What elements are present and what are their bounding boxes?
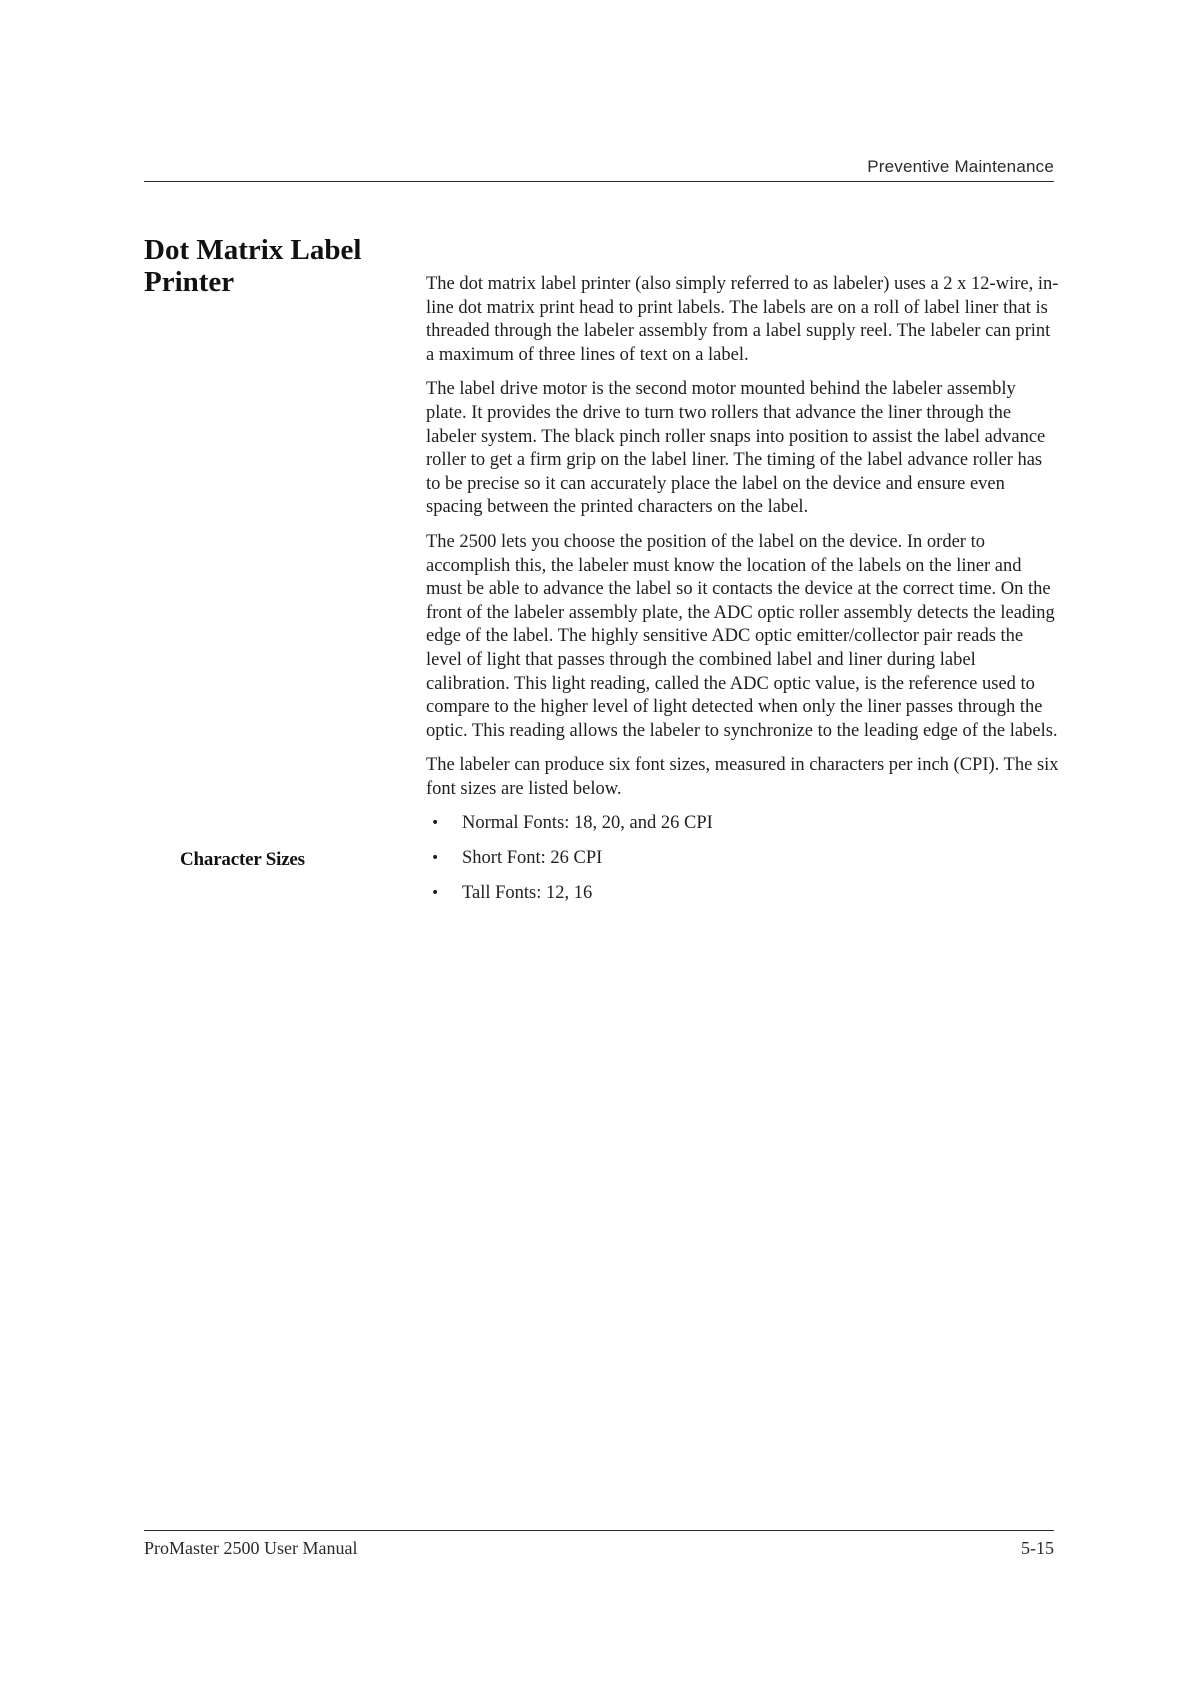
paragraph: The 2500 lets you choose the position of the label on the device. In order to accomplish this, the labeler must know the location of the labels on the liner and must be able to advance the label so it contacts the device at the correct time. On the front of the labeler assembly plate, the ADC optic roller assembly detects the leading edge of the label. The highly sensitive ADC optic emitter/collector pair reads the level of light that passes through the combined label and liner during label calibration. This light reading, called the ADC optic value, is the reference used to compare to the higher level of light detected when only the liner passes through the optic. This reading allows the labeler to synchronize to the leading edge of the labels. — [426, 531, 1058, 741]
footer-manual-title: ProMaster 2500 User Manual — [144, 1538, 358, 1558]
page-number: 5-15 — [1021, 1538, 1054, 1558]
header-rule — [144, 181, 1054, 182]
running-header: Preventive Maintenance — [867, 157, 1054, 176]
subsection-title: Character Sizes — [180, 849, 305, 870]
section-title-line-2: Printer — [144, 266, 235, 298]
list-item — [426, 812, 1060, 836]
section-title-line-1: Dot Matrix Label — [144, 234, 362, 266]
font-size-list — [426, 812, 1060, 905]
list-item-text: Tall Fonts: 12, 16 — [462, 882, 593, 903]
list-item — [426, 882, 1060, 906]
bullet-icon: • — [431, 815, 440, 832]
list-item — [426, 847, 1060, 871]
subsection-intro: The labeler can produce six font sizes, measured in characters per inch (CPI). The six font sizes are listed below. — [426, 755, 1059, 799]
paragraph: The dot matrix label printer (also simply referred to as labeler) uses a 2 x 12-wire, in-line dot matrix print head to print labels. The labels are on a roll of label liner that is threaded through the labeler assembly from a label supply reel. The labeler can print a maximum of three lines of text on a label. — [426, 274, 1059, 365]
bullet-icon: • — [431, 850, 440, 867]
paragraph: The label drive motor is the second motor mounted behind the labeler assembly plate. It provides the drive to turn two rollers that advance the liner through the labeler system. The black pinch roller snaps into position to assist the label advance roller to get a firm grip on the label liner. The timing of the label advance roller has to be precise so it can accurately place the label on the device and ensure even spacing between the printed characters on the label. — [426, 379, 1046, 518]
list-item-text: Normal Fonts: 18, 20, and 26 CPI — [462, 813, 713, 834]
body-text — [426, 273, 1060, 916]
bullet-icon: • — [431, 884, 440, 901]
list-item-text: Short Font: 26 CPI — [462, 848, 603, 869]
section-title — [144, 234, 424, 298]
footer-rule — [144, 1530, 1054, 1531]
